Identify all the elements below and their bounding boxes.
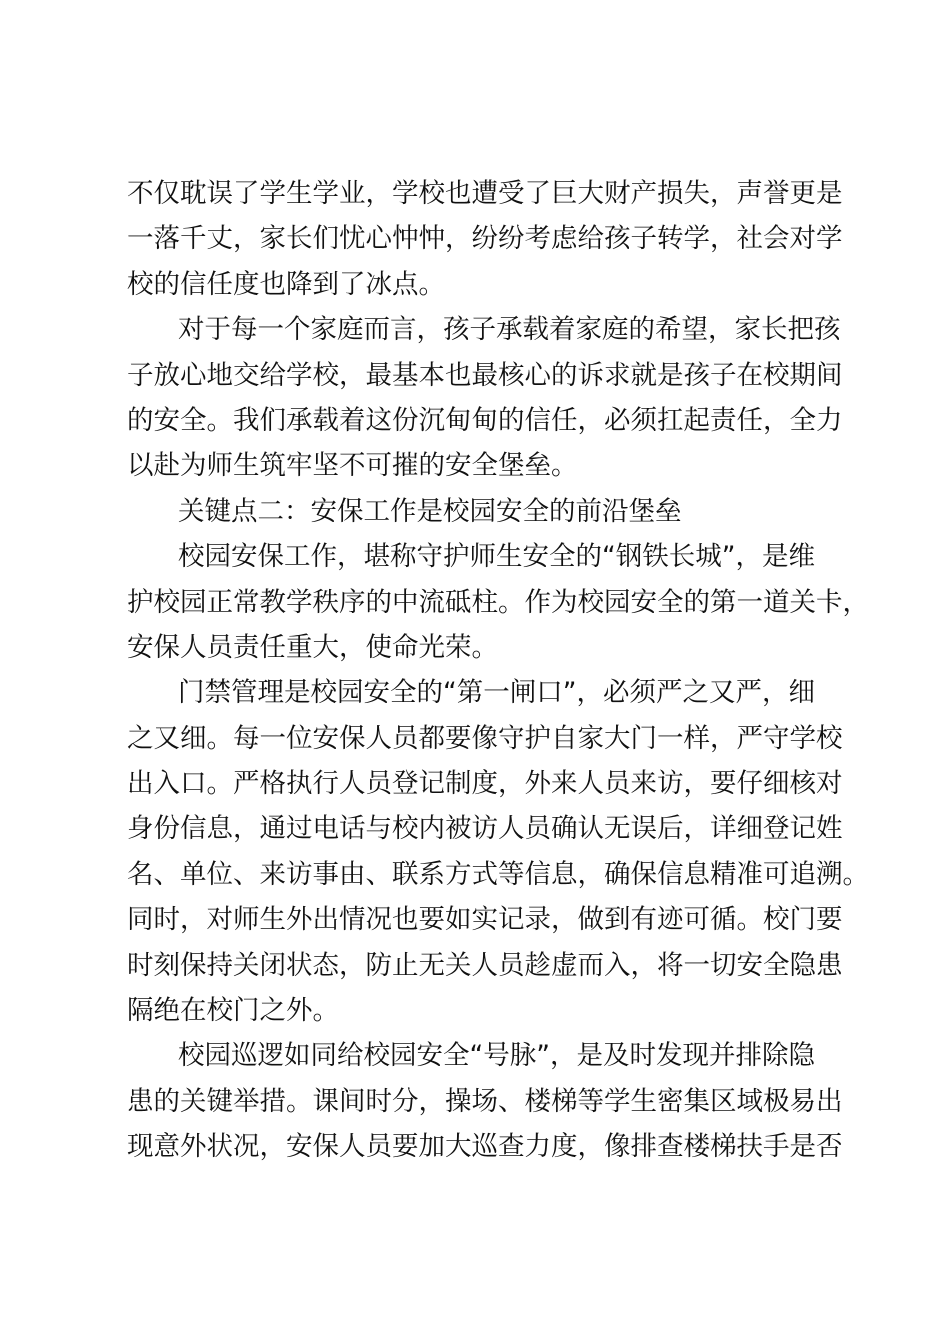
text-line: 以赴为师生筑牢坚不可摧的安全堡垒。	[127, 450, 578, 482]
text-line: 不仅耽误了学生学业，学校也遭受了巨大财产损失，声誉更是	[127, 178, 843, 209]
paragraph-start-line: 校园安保工作，堪称守护师生安全的“钢铁长城”，是维	[178, 541, 815, 573]
text-line: 出入口。严格执行人员登记制度，外来人员来访，要仔细核对	[127, 768, 843, 800]
text-line: 的安全。我们承载着这份沉甸甸的信任，必须扛起责任，全力	[127, 404, 843, 436]
text-line: 名、单位、来访事由、联系方式等信息，确保信息精准可追溯。	[127, 858, 869, 890]
section-heading: 关键点二：安保工作是校园安全的前沿堡垒	[178, 495, 682, 527]
text-line: 子放心地交给学校，最基本也最核心的诉求就是孩子在校期间	[127, 359, 843, 391]
text-line: 患的关键举措。课间时分，操场、楼梯等学生密集区域极易出	[127, 1085, 843, 1117]
text-line: 时刻保持关闭状态，防止无关人员趁虚而入，将一切安全隐患	[127, 949, 843, 981]
paragraph-start-line: 校园巡逻如同给校园安全“号脉”，是及时发现并排除隐	[178, 1040, 815, 1072]
text-line: 之又细。每一位安保人员都要像守护自家大门一样，严守学校	[127, 722, 843, 754]
paragraph-start-line: 门禁管理是校园安全的“第一闸口”，必须严之又严，细	[178, 677, 815, 709]
text-line: 隔绝在校门之外。	[127, 995, 339, 1027]
text-line: 护校园正常教学秩序的中流砥柱。作为校园安全的第一道关卡，	[127, 586, 869, 618]
text-line: 一落千丈，家长们忧心忡忡，纷纷考虑给孩子转学，社会对学	[127, 223, 843, 255]
text-line: 身份信息，通过电话与校内被访人员确认无误后，详细登记姓	[127, 813, 843, 845]
text-line: 现意外状况，安保人员要加大巡查力度，像排查楼梯扶手是否	[127, 1131, 843, 1163]
text-line: 同时，对师生外出情况也要如实记录，做到有迹可循。校门要	[127, 904, 843, 936]
paragraph-start-line: 对于每一个家庭而言，孩子承载着家庭的希望，家长把孩	[178, 314, 841, 346]
text-line: 安保人员责任重大，使命光荣。	[127, 631, 498, 663]
body-text	[127, 171, 869, 1170]
text-line: 校的信任度也降到了冰点。	[127, 268, 445, 300]
